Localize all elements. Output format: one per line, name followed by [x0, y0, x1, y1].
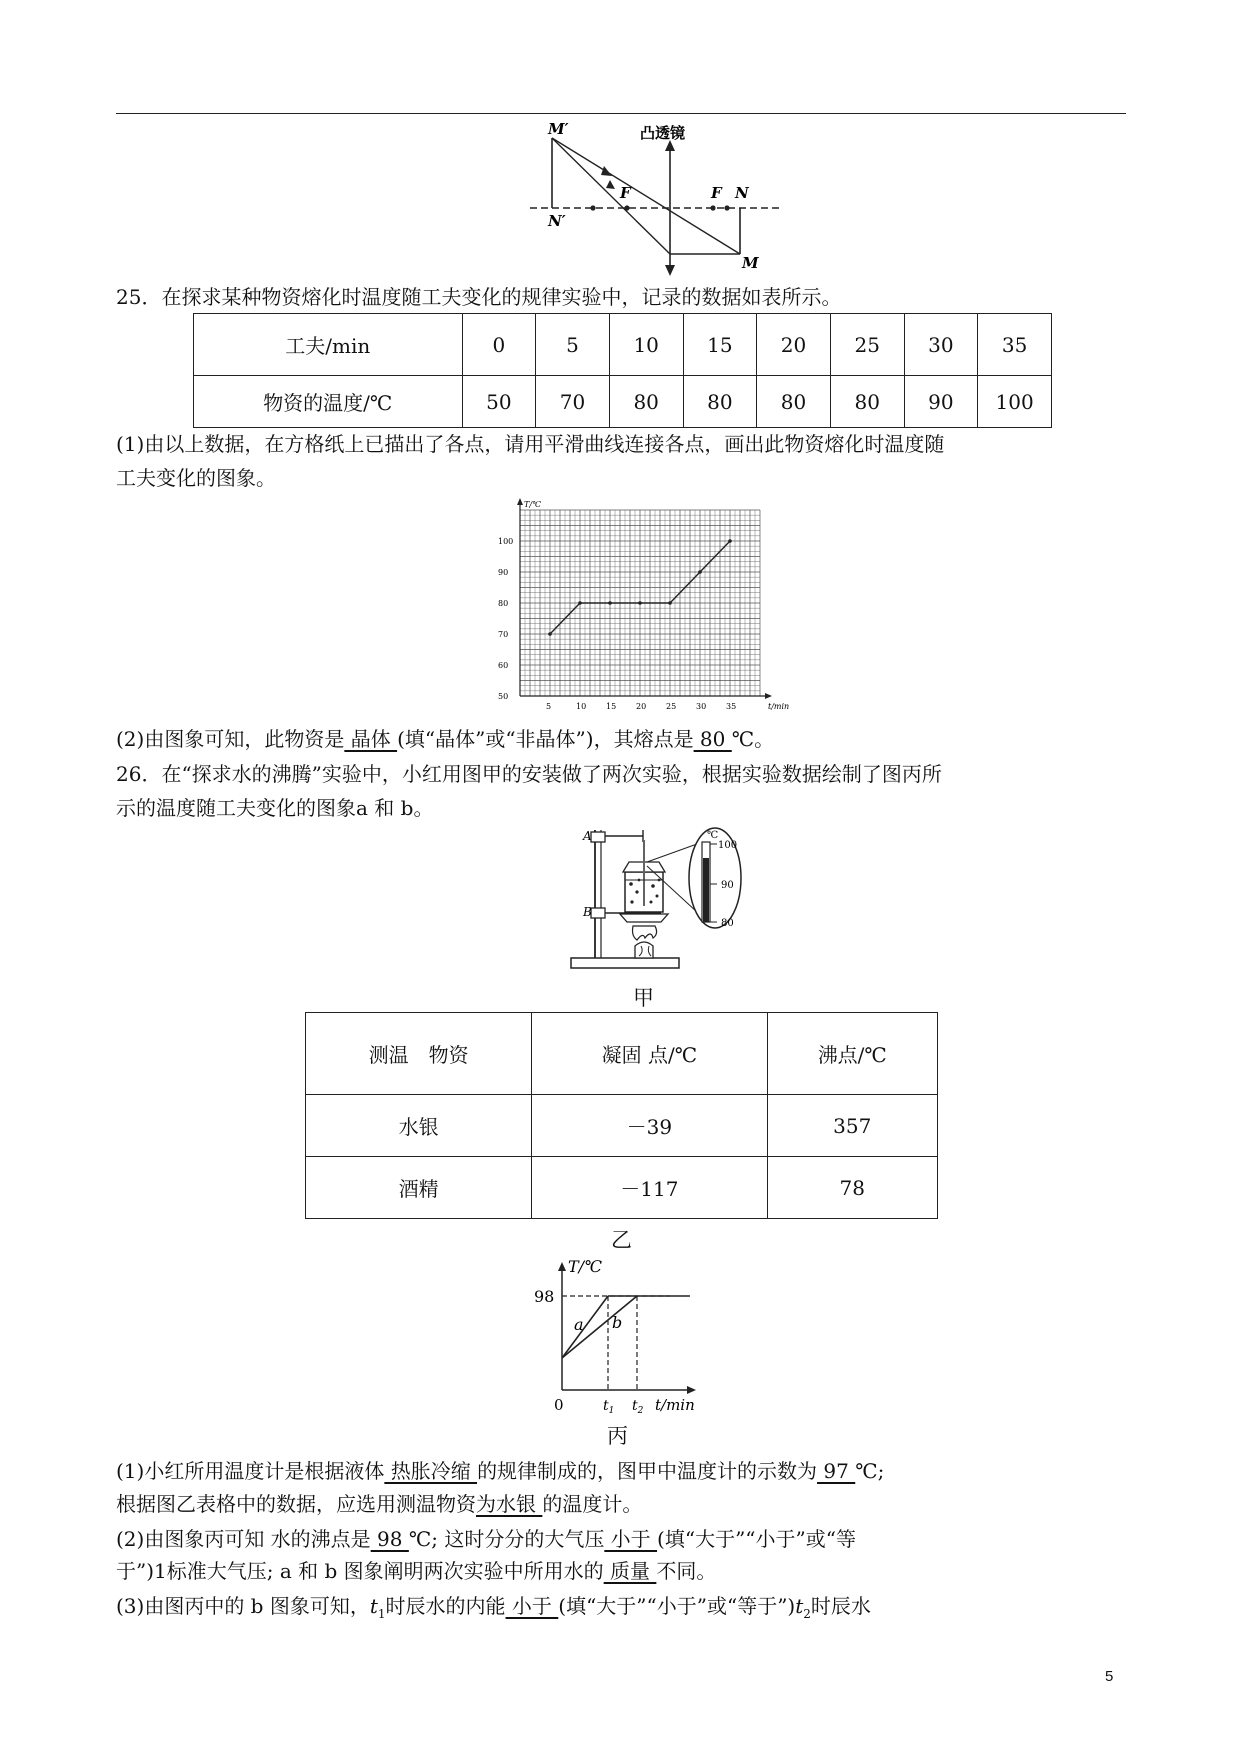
data-point	[728, 539, 732, 543]
y-tick-label: 90	[498, 568, 509, 577]
q26-part2-line1: (2)由图象丙可知 水的沸点是 98 ℃; 这时分分的大气压 小于 (填“大于”“小于”或“等	[116, 1527, 856, 1551]
table-cell: 5	[536, 314, 610, 376]
table-header-time: 工夫/min	[194, 314, 463, 376]
answer-thermal-expansion: 热胀冷缩	[384, 1459, 478, 1483]
table-cell: 357	[767, 1095, 938, 1157]
table-cell: 15	[683, 314, 757, 376]
table-cell: 10	[609, 314, 683, 376]
table-header: 测温 物资	[306, 1013, 532, 1095]
y-tick-label: 80	[498, 599, 509, 608]
table-header: 凝固 点/℃	[532, 1013, 767, 1095]
table-cell: 水银	[306, 1095, 532, 1157]
table-cell: －39	[532, 1095, 767, 1157]
m-prime-label: M′	[548, 120, 569, 138]
focus-left-label: F	[620, 184, 631, 202]
page-number: 5	[1105, 1668, 1114, 1685]
n-label: N	[735, 184, 749, 202]
table-cell: －117	[532, 1157, 767, 1219]
data-point	[578, 601, 582, 605]
table-cell: 80	[757, 376, 831, 428]
table-row	[194, 376, 1052, 428]
answer-mass: 质量	[603, 1559, 657, 1583]
y-tick-label: 50	[498, 692, 509, 701]
table-row	[306, 1095, 938, 1157]
x-tick-label: 20	[636, 702, 647, 711]
table-cell: 35	[978, 314, 1052, 376]
convex-lens-diagram	[520, 118, 780, 272]
answer-mercury: 为水银	[476, 1492, 543, 1516]
scale-100: 100	[718, 840, 738, 851]
q26-part3-line1: (3)由图丙中的 b 图象可知，$t_1$时辰水的内能 小于 (填“大于”“小于”或“等于$”)t_2$时辰水	[116, 1594, 871, 1621]
answer-pressure: 小于	[604, 1527, 658, 1551]
table-header: 沸点/℃	[767, 1013, 938, 1095]
q26-part1-line1: (1)小红所用温度计是根据液体 热胀冷缩 的规律制成的，图甲中温度计的示数为 97 ℃;	[116, 1459, 885, 1483]
table-cell: 50	[462, 376, 536, 428]
header-rule	[116, 113, 1126, 114]
y-tick-label: 60	[498, 661, 509, 670]
answer-crystal: 晶体	[344, 727, 398, 751]
data-point	[548, 632, 552, 636]
table-row	[194, 314, 1052, 376]
x-tick-label: 15	[606, 702, 617, 711]
q26-part2-line2: 于”)1标准大气压; a 和 b 图象阐明两次实验中所用水的 质量 不同。	[116, 1559, 717, 1583]
data-point	[668, 601, 672, 605]
table-cell: 100	[978, 376, 1052, 428]
x-tick-label: 10	[576, 702, 587, 711]
q25-part1-line1: (1)由以上数据，在方格纸上已描出了各点，请用平滑曲线连接各点，画出此物资熔化时温度随	[116, 432, 945, 456]
q26-stem-line2: 示的温度随工夫变化的图象a 和 b。	[116, 796, 434, 820]
table-cell: 30	[904, 314, 978, 376]
table-cell: 80	[609, 376, 683, 428]
table-row	[306, 1013, 938, 1095]
table-header-temp: 物资的温度/℃	[194, 376, 463, 428]
label-a: A	[583, 829, 592, 843]
answer-melting-point: 80	[693, 727, 732, 751]
table-cell: 70	[536, 376, 610, 428]
bing-xlabel: t/min	[655, 1396, 695, 1414]
bing-y98: 98	[534, 1287, 555, 1306]
x-axis-arrow	[765, 693, 772, 699]
y-tick-label: 100	[498, 537, 514, 546]
table-cell: 酒精	[306, 1157, 532, 1219]
q26-part1-line2: 根据图乙表格中的数据，应选用测温物资为水银 的温度计。	[116, 1492, 643, 1516]
y-tick-label: 70	[498, 630, 509, 639]
bing-ylabel: T/℃	[568, 1257, 602, 1276]
m-label: M	[742, 254, 759, 272]
table-cell: 0	[462, 314, 536, 376]
table-cell: 80	[683, 376, 757, 428]
label-b: B	[583, 905, 592, 919]
curve-a-label: a	[574, 1315, 584, 1334]
table-yi-caption: 乙	[611, 1228, 632, 1252]
melting-curve-chart	[490, 500, 790, 715]
boiling-apparatus-figure	[565, 822, 785, 972]
q26-stem-line1: 26．在“探求水的沸腾”实验中，小红用图甲的安装做了两次实验，根据实验数据绘制了图丙所	[116, 762, 942, 786]
data-point	[698, 570, 702, 574]
y-axis-label: T/℃	[524, 500, 541, 509]
x-tick-label: 25	[666, 702, 677, 711]
boiling-curves-figure	[530, 1258, 730, 1418]
x-tick-label: 5	[546, 702, 552, 711]
bing-origin: 0	[554, 1396, 564, 1414]
lens-label: 凸透镜	[640, 124, 686, 142]
table-row	[306, 1157, 938, 1219]
scale-80: 80	[721, 918, 734, 929]
q25-stem: 25．在探求某种物资熔化时温度随工夫变化的规律实验中，记录的数据如表所示。	[116, 285, 842, 309]
y-axis-arrow	[517, 498, 523, 505]
x-tick-label: 30	[696, 702, 707, 711]
answer-reading: 97	[817, 1459, 856, 1483]
scale-unit: ℃	[707, 830, 719, 841]
figure-jia-caption: 甲	[633, 986, 654, 1010]
table-cell: 20	[757, 314, 831, 376]
q25-part1-line2: 工夫变化的图象。	[116, 466, 276, 490]
n-prime-label: N′	[548, 212, 566, 230]
bing-t2: $t_2$	[632, 1398, 644, 1416]
x-axis-label: t/min	[768, 702, 790, 711]
data-point	[638, 601, 642, 605]
table-cell: 80	[830, 376, 904, 428]
table-cell: 90	[904, 376, 978, 428]
table-cell: 25	[830, 314, 904, 376]
q25-part2: (2)由图象可知，此物资是 晶体 (填“晶体”或“非晶体”)，其熔点是 80 ℃。	[116, 727, 775, 751]
answer-boiling-point: 98	[370, 1527, 409, 1551]
data-point	[608, 601, 612, 605]
x-tick-label: 35	[726, 702, 737, 711]
thermometric-substance-table	[305, 1012, 938, 1219]
focus-right-label: F	[711, 184, 722, 202]
q25-data-table	[193, 313, 1052, 428]
table-cell: 78	[767, 1157, 938, 1219]
scale-90: 90	[721, 880, 734, 891]
bing-t1: $t_1$	[603, 1398, 615, 1416]
figure-bing-caption: 丙	[607, 1424, 628, 1448]
answer-internal-energy: 小于	[505, 1594, 559, 1618]
curve-b-label: b	[612, 1313, 623, 1332]
